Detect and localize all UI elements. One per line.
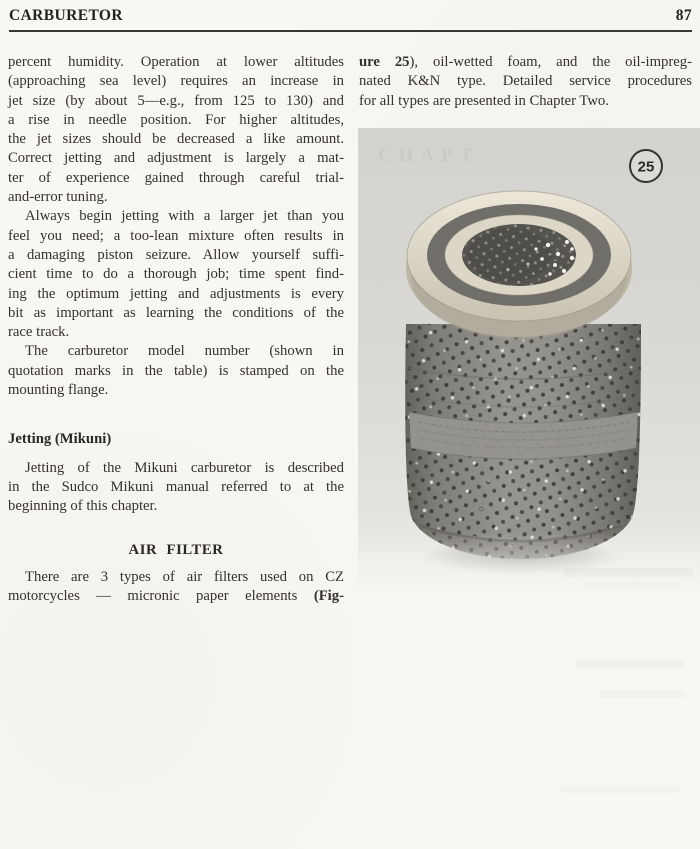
text-line: nated K&N type. Detailed service procedures [359,73,692,90]
text-line [8,587,344,606]
bold-text: (Fig- [313,588,344,605]
text-line: quotation marks in the table) is stamped on the [8,362,344,379]
text-line: bit as important as learning the conditions of the [8,304,344,321]
text-line: beginning of this chapter. [8,498,158,515]
column-left [8,53,344,606]
ghost-smudge [600,690,685,698]
photo-fade [358,533,700,598]
air-filter-photo [358,128,700,598]
text-line: percent humidity. Operation at lower altitudes [8,54,344,70]
text-line: feel you need; a too-lean mixture often results in [8,227,344,244]
text-segment: motorcycles — micronic paper elements [8,588,314,605]
paragraph [8,568,344,607]
paragraph [8,342,344,400]
paragraph [8,459,344,517]
text-line: and-error tuning. [8,189,108,206]
paragraph [8,207,344,342]
page-header [9,7,692,32]
text-line: Always begin jetting with a larger jet than you [25,208,344,225]
text-line: a damaging piston seizure. Allow yourself suffi- [8,246,344,263]
text-line: a rise in needle position. For higher altitudes, [8,111,344,128]
ghost-smudge [560,785,680,793]
bold-text: ure 25 [359,54,410,70]
text-line: race track. [8,324,70,341]
text-segment: ), oil-wetted foam, and the oil-impreg- [409,54,692,70]
text-line: (approaching sea level) requires an increase in [8,73,344,90]
text-line: The carburetor model number (shown in [25,343,344,360]
ghost-smudge [575,660,685,668]
filter-top-rim [406,191,632,339]
section-heading: AIR FILTER [128,541,224,558]
text-line: ing the optimum jetting and adjustments is every [8,285,344,302]
figure-photo [358,128,700,598]
text-line: Correct jetting and adjustment is largely a mat- [8,150,344,167]
text-line: ter of experience gained through careful trial- [8,169,344,186]
figure-number-badge [630,150,662,182]
text-line: There are 3 types of air filters used on CZ [25,568,344,585]
section-heading: Jetting (Mikuni) [8,431,112,448]
text-line: the jet sizes should be decreased a like amount. [8,131,344,148]
page-number: 87 [675,7,692,24]
running-title: CARBURETOR [9,7,123,24]
text-line: jet size (by about 5—e.g., from 125 to 130) and [8,92,344,109]
text-line: mounting flange. [8,382,109,399]
text-line: Jetting of the Mikuni carburetor is described [25,459,344,476]
text-line [359,53,692,72]
column-right [359,53,692,111]
text-line: cient time to do a thorough job; time spent find- [8,266,344,283]
filter-body [405,324,641,559]
paragraph [8,53,344,207]
paragraph [359,53,692,111]
ghost-text: CHAPT [378,145,480,166]
figure-number: 25 [637,158,655,176]
text-line: for all types are presented in Chapter Two. [359,92,609,109]
text-line: in the Sudco Mikuni manual referred to at the [8,478,344,495]
